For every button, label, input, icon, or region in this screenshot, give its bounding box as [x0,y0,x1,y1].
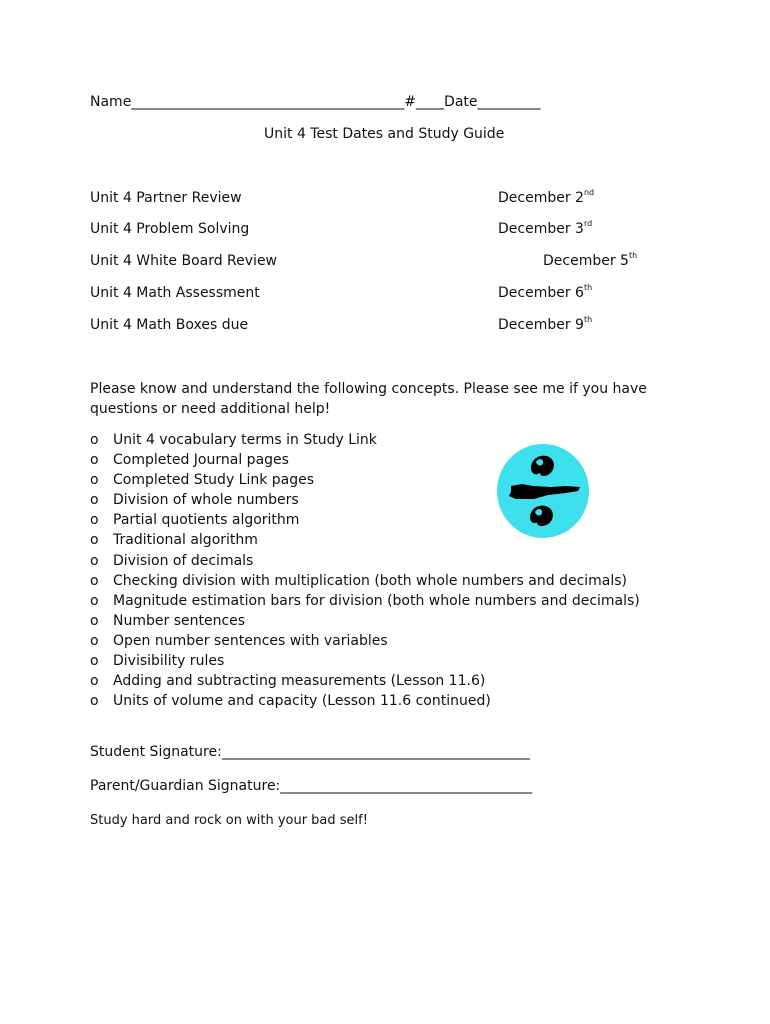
list-item: o Partial quotients algorithm [90,512,300,529]
bullet-marker: o [90,612,99,629]
list-item: o Unit 4 vocabulary terms in Study Link [90,432,377,448]
bullet-marker: o [90,592,99,609]
parent-signature-line: Parent/Guardian Signature:____________________________________ [90,778,533,794]
bullet-marker: o [90,452,99,469]
bullet-marker: o [90,572,99,589]
schedule-event: Unit 4 Math Boxes due [90,317,249,333]
schedule-date: December 3rd [498,219,593,237]
student-signature-line: Student Signature:____________________________________________ [90,744,530,760]
schedule-event: Unit 4 White Board Review [90,253,278,269]
schedule-event: Unit 4 Math Assessment [90,285,260,301]
list-item: o Number sentences [90,612,246,629]
list-item: o Open number sentences with variables [90,632,388,649]
division-sign-icon [496,443,590,539]
list-item: o Divisibility rules [90,653,225,670]
list-item: o Units of volume and capacity (Lesson 11.6 continued) [90,693,491,710]
page-title: Unit 4 Test Dates and Study Guide [264,126,505,142]
list-item: o Magnitude estimation bars for division (both whole numbers and decimals) [90,592,640,609]
list-item: o Completed Study Link pages [90,472,315,489]
bullet-marker: o [90,512,99,529]
closing-note: Study hard and rock on with your bad self! [90,813,368,828]
bullet-marker: o [90,693,99,710]
intro-text: questions or need additional help! [90,401,331,417]
schedule-date: December 5th [543,251,638,269]
list-item: o Traditional algorithm [90,532,258,549]
list-item: o Completed Journal pages [90,452,289,469]
bullet-marker: o [90,432,99,448]
bullet-marker: o [90,532,99,549]
list-item: o Checking division with multiplication (both whole numbers and decimals) [90,572,628,589]
schedule-date: December 2nd [498,188,595,206]
intro-text: Please know and understand the following concepts. Please see me if you have [90,381,647,397]
bullet-marker: o [90,673,99,690]
schedule-event: Unit 4 Problem Solving [90,221,250,237]
list-item: o Adding and subtracting measurements (Lesson 11.6) [90,673,486,690]
bullet-marker: o [90,492,99,509]
name-date-line: Name_______________________________________#____Date_________ [90,94,541,110]
bullet-marker: o [90,653,99,670]
bullet-marker: o [90,472,99,489]
bullet-marker: o [90,632,99,649]
list-item: o Division of whole numbers [90,492,299,509]
bullet-marker: o [90,552,99,569]
schedule-date: December 9th [498,315,593,333]
schedule-date: December 6th [498,283,593,301]
schedule-event: Unit 4 Partner Review [90,190,242,206]
list-item: o Division of decimals [90,552,254,569]
